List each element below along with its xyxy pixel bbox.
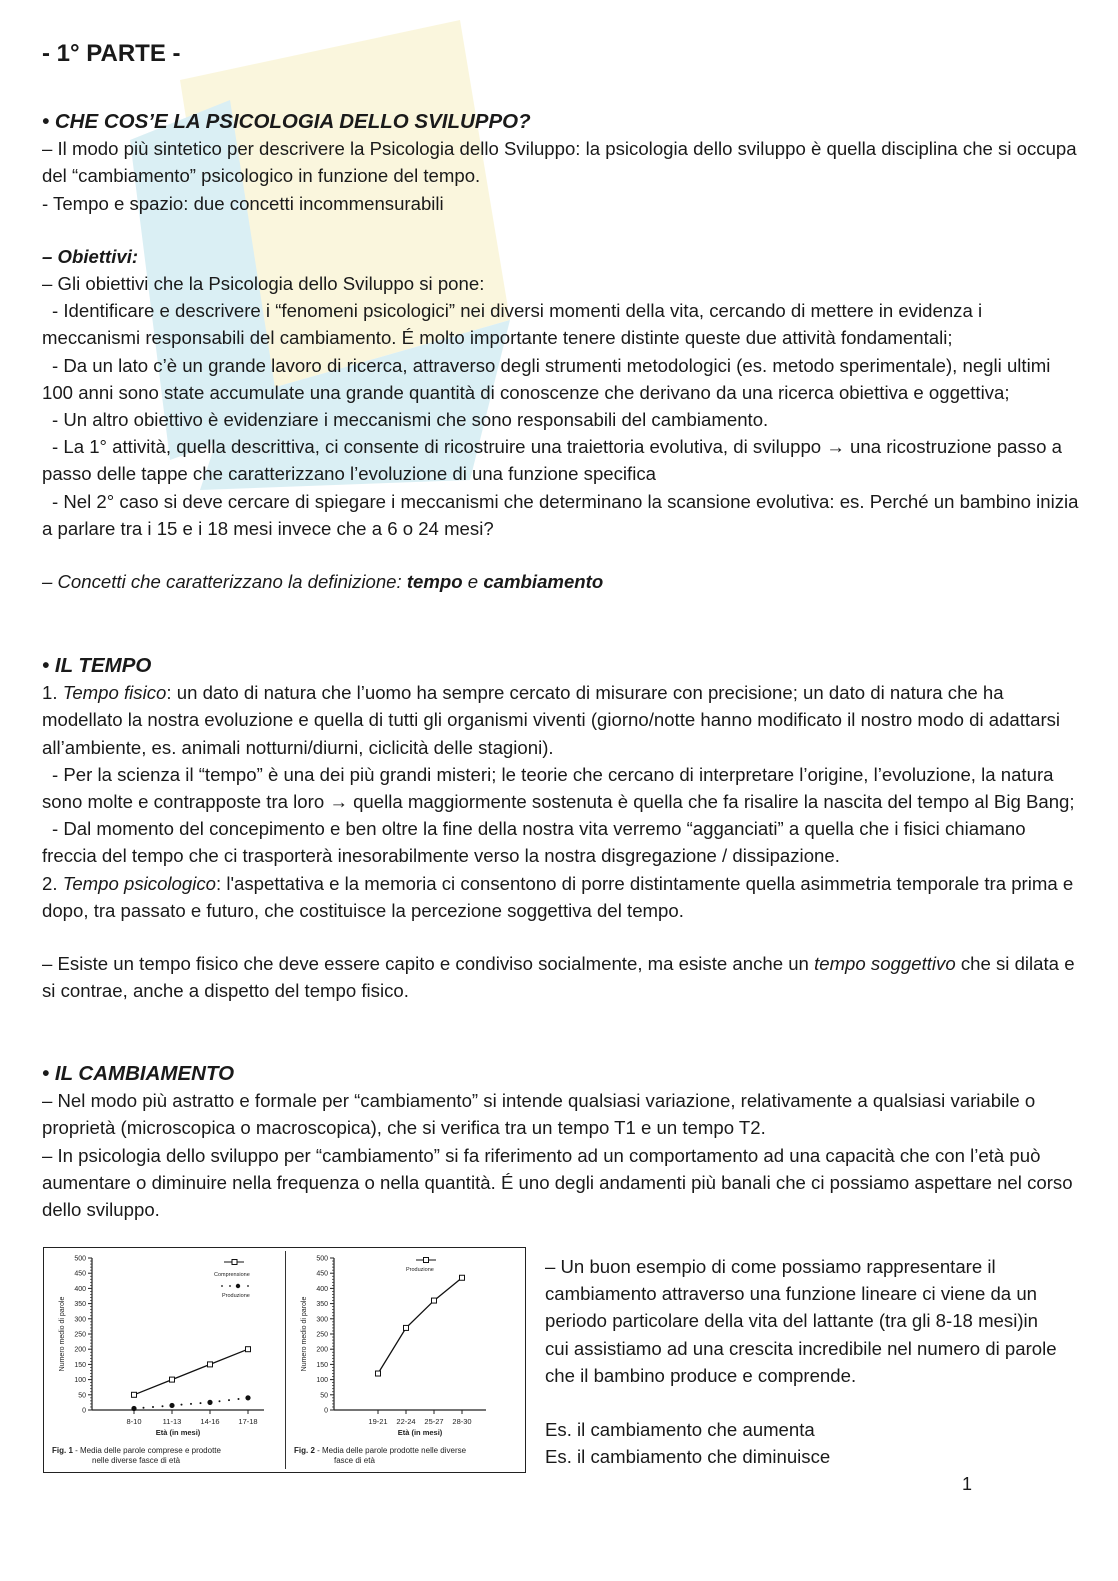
y-tick-label: 200 xyxy=(316,1346,328,1354)
series-dot xyxy=(152,1406,154,1408)
term: tempo soggettivo xyxy=(814,953,956,975)
y-tick-label: 150 xyxy=(74,1361,86,1369)
figure-label: Fig. 2 xyxy=(294,1446,315,1455)
y-tick-label: 250 xyxy=(316,1331,328,1339)
data-point xyxy=(131,1406,136,1411)
y-tick-label: 50 xyxy=(78,1392,86,1400)
legend-marker xyxy=(247,1285,249,1287)
section-heading: • IL CAMBIAMENTO xyxy=(42,1062,235,1085)
series-dot xyxy=(219,1400,221,1402)
data-point xyxy=(432,1298,437,1303)
figure-caption-line2: fasce di età xyxy=(334,1456,375,1465)
term-cambiamento: cambiamento xyxy=(483,571,604,593)
y-axis-label: Numero medio di parole xyxy=(301,1296,308,1372)
list-number: 1. xyxy=(42,682,63,704)
section-cambiamento xyxy=(42,1060,1082,1223)
x-tick-label: 11-13 xyxy=(162,1417,182,1426)
chart-fig2 xyxy=(294,1256,486,1466)
paragraph: Es. il cambiamento che aumenta xyxy=(545,1419,815,1441)
series-dot xyxy=(238,1398,240,1400)
y-tick-label: 150 xyxy=(316,1361,328,1369)
y-tick-label: 300 xyxy=(316,1316,328,1324)
x-tick-label: 14-16 xyxy=(200,1417,220,1426)
legend-label: Comprensione xyxy=(214,1272,250,1278)
page-number: 1 xyxy=(962,1474,973,1494)
y-tick-label: 200 xyxy=(74,1346,86,1354)
y-tick-label: 450 xyxy=(316,1270,328,1278)
section-tempo xyxy=(42,652,1082,1004)
series-dot xyxy=(190,1403,192,1405)
x-axis-label: Età (in mesi) xyxy=(155,1428,201,1437)
paragraph: - Nel 2° caso si deve cercare di spiegare i meccanismi che determinano la scansione evolutiva: es. Perché un bambino inizia a parlare tra i 15 e i 18 mesi invece che a 6 o 24 mesi? xyxy=(42,490,1079,539)
legend-marker xyxy=(232,1260,237,1265)
y-tick-label: 300 xyxy=(74,1316,86,1324)
caption-text: - Media delle parole prodotte nelle diverse xyxy=(314,1446,467,1455)
subheading-obiettivi: – Obiettivi: xyxy=(42,245,139,267)
paragraph: – In psicologia dello sviluppo per “cambiamento” si fa riferimento ad un comportamento ad una capacità che con l’età può aumentare o diminuire nella frequenza o nella quantità. É uno degli andamenti più banali che ci possiamo aspettare nel corso dello sviluppo. xyxy=(42,1144,1073,1221)
section-heading: • CHE COS’E LA PSICOLOGIA DELLO SVILUPPO? xyxy=(42,110,531,133)
y-tick-label: 350 xyxy=(316,1301,328,1309)
series-dot xyxy=(228,1399,230,1401)
y-tick-label: 450 xyxy=(74,1270,86,1278)
data-point xyxy=(245,1395,250,1400)
paragraph: – Gli obiettivi che la Psicologia dello Sviluppo si pone: xyxy=(42,273,485,295)
y-tick-label: 350 xyxy=(74,1301,86,1309)
series-dot xyxy=(200,1402,202,1404)
figure-divider xyxy=(285,1251,286,1469)
text: : l'aspettativa e la memoria ci consentono di porre distintamente quella asimmetria temporale tra prima e dopo, tra passato e futuro, che costituisce la percezione soggettiva del tempo. xyxy=(42,872,1074,921)
data-point xyxy=(132,1392,137,1397)
concetti-prefix: – Concetti che caratterizzano la definizione: xyxy=(42,571,407,593)
paragraph: - Un altro obiettivo è evidenziare i meccanismi che sono responsabili del cambiamento. xyxy=(52,409,769,431)
y-tick-label: 400 xyxy=(74,1285,86,1293)
figure-caption xyxy=(52,1446,222,1455)
y-tick-label: 50 xyxy=(320,1392,328,1400)
data-point xyxy=(460,1275,465,1280)
legend-marker xyxy=(221,1285,223,1287)
data-point xyxy=(208,1362,213,1367)
chart-fig1 xyxy=(52,1256,264,1466)
paragraph: - Identificare e descrivere i “fenomeni psicologici” nei diversi momenti della vita, cercando di mettere in evidenza i meccanismi responsabili del cambiamento. É molto importante tenere distinte queste due attività fondamentali; xyxy=(42,300,983,349)
page-title: - 1° PARTE - xyxy=(42,40,181,67)
y-tick-label: 250 xyxy=(74,1331,86,1339)
text: – Esiste un tempo fisico che deve essere capito e condiviso socialmente, ma esiste anche un xyxy=(42,953,815,975)
figure-side-text xyxy=(545,1253,1065,1470)
paragraph: - Tempo e spazio: due concetti incommensurabili xyxy=(42,192,444,214)
paragraph: - La 1° attività, quella descrittiva, ci consente di ricostruire una traiettoria evolutiva, di sviluppo → una ricostruzione passo a passo delle tappe che caratterizzano l’evoluzione di una funzione specifica xyxy=(42,436,1062,485)
paragraph: Es. il cambiamento che diminuisce xyxy=(545,1446,831,1468)
paragraph: - Dal momento del concepimento e ben oltre la fine della nostra vita verremo “agganciati” a quella che i fisici chiamano freccia del tempo che ci trasporterà inesorabilmente verso la nostra disgregazione / dissipazione. xyxy=(42,818,1026,867)
caption-text: - Media delle parole comprese e prodotte xyxy=(72,1446,221,1455)
term: Tempo fisico xyxy=(62,682,167,704)
data-point xyxy=(376,1371,381,1376)
text: che si dilata e si contrae, anche a dispetto del tempo fisico. xyxy=(42,953,1075,1002)
series-dot xyxy=(162,1405,164,1407)
y-tick-label: 100 xyxy=(316,1377,328,1385)
y-tick-label: 100 xyxy=(74,1377,86,1385)
paragraph: – Il modo più sintetico per descrivere la Psicologia dello Sviluppo: la psicologia dello sviluppo è quella disciplina che si occupa del “cambiamento” psicologico in funzione del tempo. xyxy=(42,138,1077,187)
x-tick-label: 8-10 xyxy=(126,1417,142,1426)
paragraph xyxy=(42,679,1082,761)
data-point xyxy=(246,1347,251,1352)
paragraph: – Un buon esempio di come possiamo rappresentare il cambiamento attraverso una funzione lineare ci viene da un periodo particolare della vita del lattante (tra gli 8-18 mesi)in cui assistiamo ad una crescita incredibile nel numero di parole che il bambino produce e comprende. xyxy=(545,1256,1057,1386)
y-axis-label: Numero medio di parole xyxy=(59,1296,66,1372)
x-tick-label: 28-30 xyxy=(452,1417,472,1426)
x-tick-label: 17-18 xyxy=(238,1417,258,1426)
x-tick-label: 25-27 xyxy=(424,1417,444,1426)
data-point xyxy=(169,1403,174,1408)
term: Tempo psicologico xyxy=(62,872,217,894)
list-number: 2. xyxy=(42,872,63,894)
figure-caption-line2: nelle diverse fasce di età xyxy=(92,1456,181,1465)
legend-marker xyxy=(229,1285,231,1287)
paragraph xyxy=(42,950,1082,1004)
x-axis-label: Età (in mesi) xyxy=(397,1428,443,1437)
section-heading: • IL TEMPO xyxy=(42,654,152,677)
x-tick-label: 19-21 xyxy=(368,1417,388,1426)
paragraph: - Da un lato c’è un grande lavoro di ricerca, attraverso degli strumenti metodologici (es. metodo sperimentale), negli ultimi 100 anni sono state accumulate una grande quantità di conoscenze che derivano da una ricerca obiettiva e oggettiva; xyxy=(42,354,1051,403)
y-tick-label: 500 xyxy=(74,1255,86,1263)
paragraph: – Nel modo più astratto e formale per “cambiamento” si intende qualsiasi variazione, relativamente a qualsiasi variabile o proprietà (microscopica o macroscopica), che si verifica tra un tempo T1 e un tempo T2. xyxy=(42,1090,1036,1139)
figure-label: Fig. 1 xyxy=(52,1446,73,1455)
figure-charts xyxy=(43,1247,526,1473)
x-tick-label: 22-24 xyxy=(396,1417,416,1426)
legend-marker xyxy=(236,1284,240,1288)
series-dot xyxy=(181,1404,183,1406)
series-dot xyxy=(143,1407,145,1409)
term-tempo: tempo xyxy=(406,571,463,593)
y-tick-label: 400 xyxy=(316,1285,328,1293)
data-point xyxy=(404,1325,409,1330)
data-point xyxy=(207,1400,212,1405)
paragraph: - Per la scienza il “tempo” è una dei più grandi misteri; le teorie che cercano di interpretare l’origine, l’evoluzione, la natura sono molte e contrapposte tra loro → quella maggiormente sostenuta è quella che fa risalire la nascita del tempo al Big Bang; xyxy=(42,763,1075,813)
concetti-mid: e xyxy=(462,571,484,593)
text: : un dato di natura che l’uomo ha sempre cercato di misurare con precisione; un dato di natura che ha modellato la nostra evoluzione e quella di tutti gli organismi viventi (giorno/notte hanno modificato il nostro modo di adattarsi all’ambiente, es. animali notturni/diurni, ciclicità delle stagioni). xyxy=(42,682,1061,758)
legend-label: Produzione xyxy=(406,1267,434,1273)
y-tick-label: 0 xyxy=(324,1407,328,1415)
series-line xyxy=(134,1349,248,1395)
section-psicologia xyxy=(42,108,1082,595)
concetti-line xyxy=(42,568,1082,595)
legend-label: Produzione xyxy=(222,1293,250,1299)
series-line xyxy=(378,1278,462,1374)
paragraph xyxy=(42,870,1082,924)
y-tick-label: 500 xyxy=(316,1255,328,1263)
data-point xyxy=(170,1377,175,1382)
figure-caption xyxy=(294,1446,467,1455)
legend-marker xyxy=(424,1258,429,1263)
y-tick-label: 0 xyxy=(82,1407,86,1415)
